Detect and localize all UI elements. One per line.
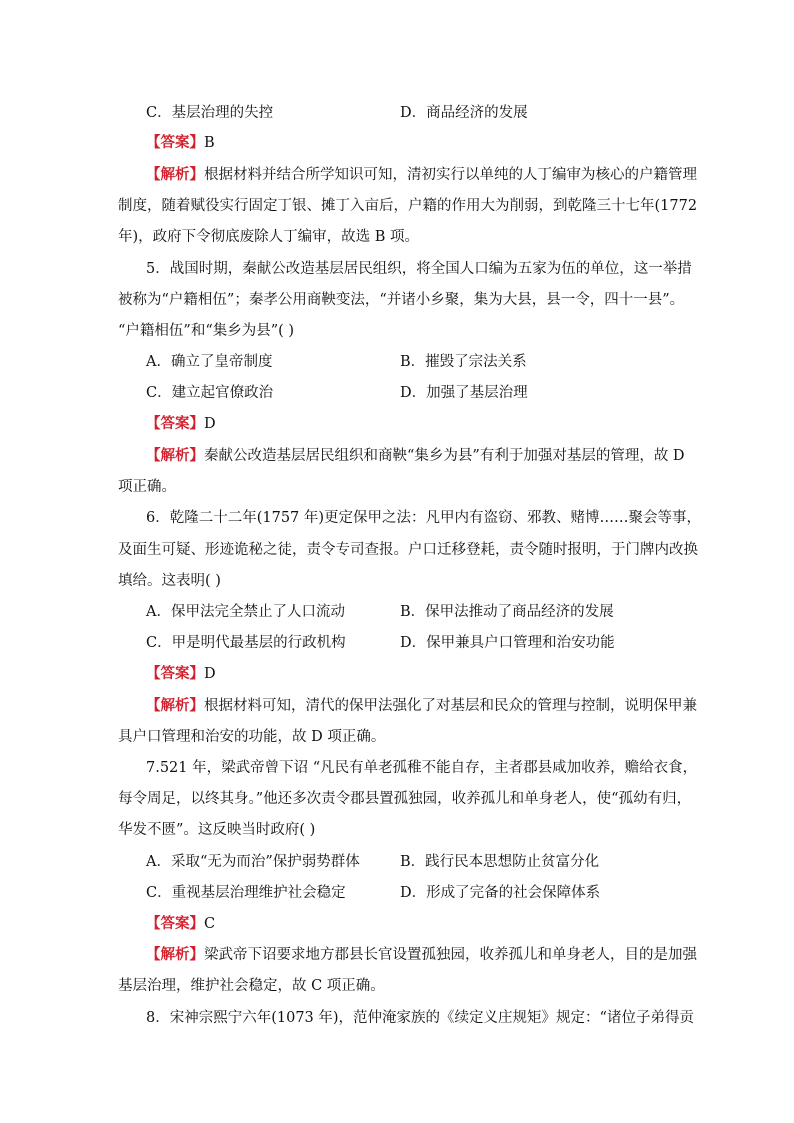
analysis-tag: 【解析】 — [146, 447, 204, 464]
answer-tag: 【答案】 — [146, 915, 204, 932]
answer-value: D — [204, 416, 216, 432]
answer-value: D — [204, 666, 216, 682]
q5-analysis-line-2: 项正确。 — [118, 479, 176, 495]
q6-stem-line-3: 填给。这表明( ) — [118, 573, 221, 589]
q5-stem-line-1: 5．战国时期，秦献公改造基层居民组织，将全国人口编为五家为伍的单位，这一举措 — [146, 261, 692, 277]
q6-answer — [146, 664, 216, 684]
q7-analysis-line-2: 基层治理，维护社会稳定，故 C 项正确。 — [118, 978, 385, 994]
answer-tag: 【答案】 — [146, 415, 204, 432]
q5-stem-line-2: 被称为“户籍相伍”；秦孝公用商鞅变法，“并诸小乡聚，集为大县，县一令，四十一县”。 — [118, 292, 685, 308]
q7-answer — [146, 914, 215, 934]
q4-analysis-line-2: 制度，随着赋役实行固定丁银、摊丁入亩后，户籍的作用大为削弱，到乾隆三十七年(1772 — [118, 198, 698, 214]
q6-option-c: C．甲是明代最基层的行政机构 — [146, 635, 346, 651]
q5-analysis-line-1 — [146, 446, 685, 466]
analysis-tag: 【解析】 — [146, 166, 204, 183]
analysis-text: 梁武帝下诏要求地方郡县长官设置孤独园，收养孤儿和单身老人，目的是加强 — [204, 947, 697, 963]
q7-analysis-line-1 — [146, 945, 697, 965]
q6-stem-line-1: 6．乾隆二十二年(1757 年)更定保甲之法：凡甲内有盗窃、邪教、赌博……聚会等事， — [146, 510, 702, 526]
q8-stem-line-1: 8．宋神宗熙宁六年(1073 年)，范仲淹家族的《续定义庄规矩》规定：“诸位子弟得贡 — [146, 1010, 694, 1026]
q7-stem-line-2: 每令周足，以终其身。”他还多次责令郡县置孤独园，收养孤儿和单身老人，使“孤幼有归， — [118, 791, 692, 807]
q4-option-c: C．基层治理的失控 — [146, 105, 274, 121]
q5-option-c: C．建立起官僚政治 — [146, 385, 274, 401]
analysis-text: 根据材料可知，清代的保甲法强化了对基层和民众的管理与控制，说明保甲兼 — [204, 698, 697, 714]
q7-option-a: A．采取“无为而治”保护弱势群体 — [146, 854, 360, 870]
answer-tag: 【答案】 — [146, 134, 204, 151]
q7-option-c: C．重视基层治理维护社会稳定 — [146, 885, 346, 901]
analysis-tag: 【解析】 — [146, 946, 204, 963]
analysis-text: 根据材料并结合所学知识可知，清初实行以单纯的人丁编审为核心的户籍管理 — [204, 167, 697, 183]
q7-option-d: D．形成了完备的社会保障体系 — [400, 885, 601, 901]
q7-option-b: B．践行民本思想防止贫富分化 — [400, 854, 600, 870]
q7-stem-line-3: 华发不匮”。这反映当时政府( ) — [118, 822, 316, 838]
q6-analysis-line-1 — [146, 696, 697, 716]
q5-option-a: A．确立了皇帝制度 — [146, 354, 273, 370]
q5-answer — [146, 414, 216, 434]
q6-option-b: B．保甲法推动了商品经济的发展 — [400, 604, 614, 620]
q4-answer — [146, 133, 215, 153]
answer-value: B — [204, 135, 215, 151]
q4-analysis-line-1 — [146, 165, 697, 185]
q4-analysis-line-3: 年)，政府下令彻底废除人丁编审，故选 B 项。 — [118, 229, 420, 245]
q6-option-d: D．保甲兼具户口管理和治安功能 — [400, 635, 615, 651]
q7-stem-line-1: 7.521 年，梁武帝曾下诏 “凡民有单老孤稚不能自存，主者郡县咸加收养，赡给衣食， — [146, 760, 698, 776]
analysis-tag: 【解析】 — [146, 697, 204, 714]
q6-option-a: A．保甲法完全禁止了人口流动 — [146, 604, 345, 620]
analysis-text: 秦献公改造基层居民组织和商鞅“集乡为县”有利于加强对基层的管理，故 D — [204, 448, 685, 464]
q6-stem-line-2: 及面生可疑、形迹诡秘之徒，责令专司查报。户口迁移登耗，责令随时报明，于门牌内改换 — [118, 542, 698, 558]
q5-option-d: D．加强了基层治理 — [400, 385, 528, 401]
answer-value: C — [204, 916, 216, 932]
q5-stem-line-3: “户籍相伍”和“集乡为县”( ) — [118, 323, 295, 339]
q6-analysis-line-2: 具户口管理和治安的功能，故 D 项正确。 — [118, 729, 386, 745]
q4-option-d: D．商品经济的发展 — [400, 105, 528, 121]
q5-option-b: B．摧毁了宗法关系 — [400, 354, 527, 370]
answer-tag: 【答案】 — [146, 665, 204, 682]
